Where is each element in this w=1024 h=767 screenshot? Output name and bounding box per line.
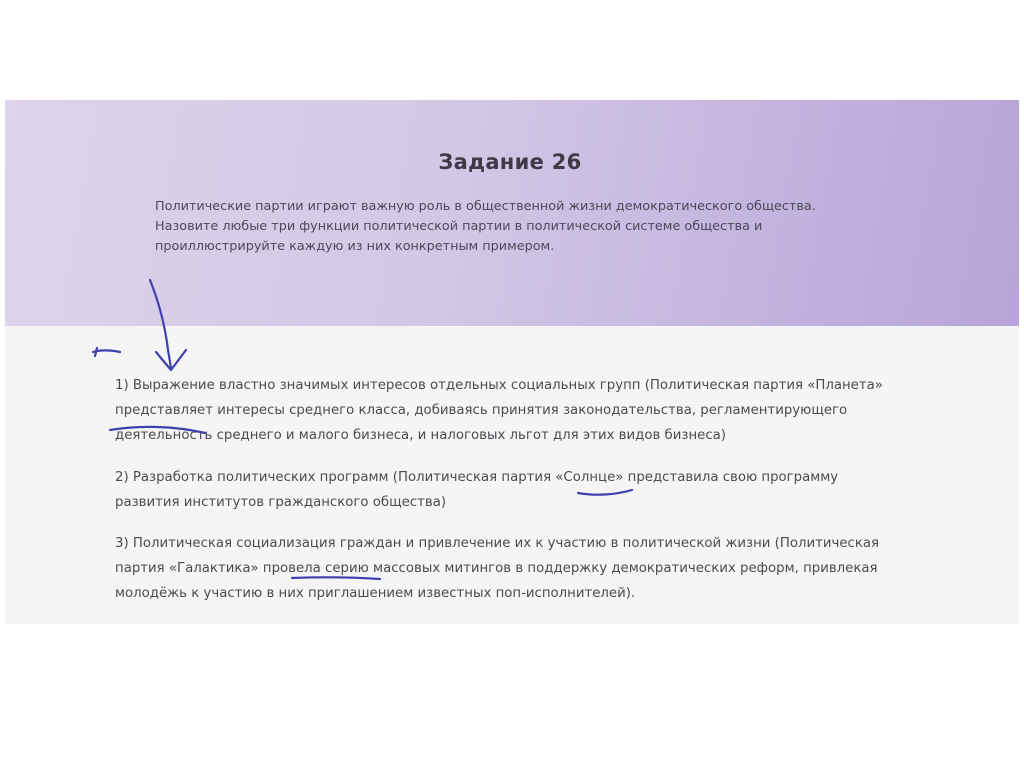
task-title: Задание 26 [438,150,582,174]
answer-item-1: 1) Выражение властно значимых интересов отдельных социальных групп (Политическая партия «Планета» представляет интересы среднего класса, добиваясь принятия законодательства, регламентирующего деятельность среднего и малого бизнеса, и налоговых льгот для этих видов бизнеса) [115,378,883,443]
answer-item-2: 2) Разработка политических программ (Политическая партия «Солнце» представила свою программу развития институтов гражданского общества) [115,470,839,510]
task-question: Политические партии играют важную роль в общественной жизни демократического общества. Назовите любые три функции политической партии в политической системе общества и проиллюстрируйте каждую из них конкретным примером. [155,199,816,254]
answer-item-3: 3) Политическая социализация граждан и привлечение их к участию в политической жизни (Политическая партия «Галактика» провела серию массовых митингов в поддержку демократических реформ, привлекая молодёжь к участию в них приглашением известных поп-исполнителей). [115,536,880,601]
